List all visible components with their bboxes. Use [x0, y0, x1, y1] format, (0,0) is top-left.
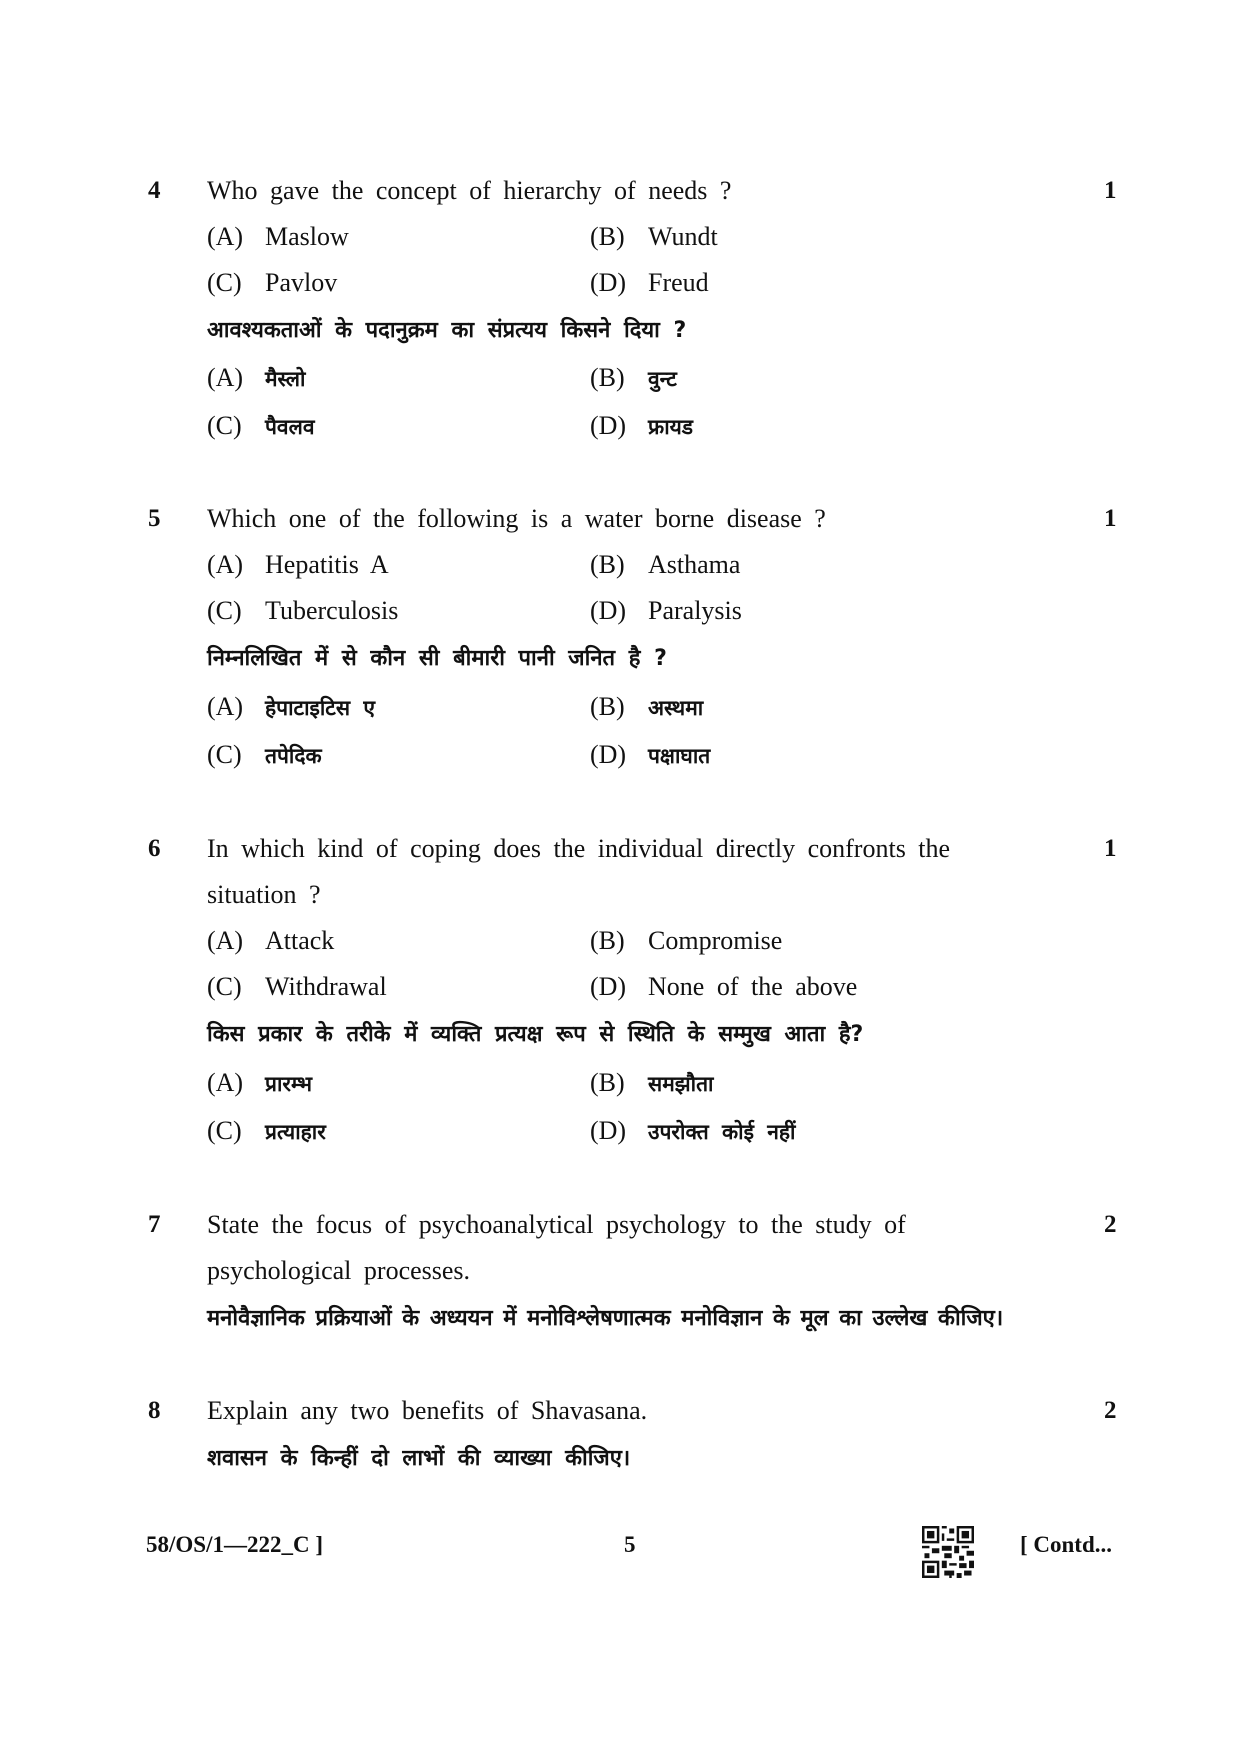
option-label: (B): [590, 550, 625, 579]
option-label: (D): [590, 972, 627, 1001]
option-text: मैस्लो: [265, 367, 306, 391]
option-label: (B): [590, 926, 625, 955]
option-d-en: [590, 972, 857, 1002]
question-marks: 2: [1104, 1211, 1117, 1238]
option-c-en: [207, 596, 398, 626]
option-text: Attack: [265, 926, 335, 955]
option-d-hi: [590, 1116, 795, 1147]
option-d-hi: [590, 411, 693, 442]
option-label: (C): [207, 972, 242, 1001]
question-text-en: Explain any two benefits of Shavasana.: [207, 1396, 648, 1425]
option-label: (D): [590, 411, 627, 440]
option-a-en: [207, 550, 389, 580]
option-text: None of the above: [648, 972, 858, 1001]
option-label: (D): [590, 268, 627, 297]
option-a-en: [207, 222, 349, 252]
option-label: (A): [207, 926, 244, 955]
question-marks: 1: [1104, 505, 1117, 532]
question-text-hi: निम्नलिखित में से कौन सी बीमारी पानी जनित है ?: [207, 646, 667, 671]
option-label: (B): [590, 222, 625, 251]
question-number: 7: [148, 1211, 161, 1238]
option-text: वुन्ट: [648, 367, 677, 391]
option-label: (B): [590, 363, 625, 392]
option-c-hi: [207, 411, 315, 442]
question-text-hi: किस प्रकार के तरीके में व्यक्ति प्रत्यक्ष रूप से स्थिति के सम्मुख आता है?: [207, 1022, 864, 1047]
question-text-hi: शवासन के किन्हीं दो लाभों की व्याख्या कीजिए।: [207, 1446, 631, 1471]
question-text-en-line-2: situation ?: [207, 880, 321, 909]
option-text: Hepatitis A: [265, 550, 389, 579]
option-text: पैवलव: [265, 415, 315, 439]
option-label: (C): [207, 1116, 242, 1145]
option-a-hi: [207, 692, 375, 723]
question-text-hi: मनोवैज्ञानिक प्रक्रियाओं के अध्ययन में मनोविश्लेषणात्मक मनोविज्ञान के मूल का उल्लेख कीजिए।: [207, 1306, 1004, 1331]
option-a-hi: [207, 363, 305, 394]
option-b-hi: [590, 692, 703, 723]
option-label: (A): [207, 550, 244, 579]
option-label: (D): [590, 740, 627, 769]
question-marks: 1: [1104, 177, 1117, 204]
question-marks: 1: [1104, 835, 1117, 862]
continued-marker: [ Contd...: [1020, 1532, 1113, 1557]
option-label: (A): [207, 222, 244, 251]
question-text-en-line-1: State the focus of psychoanalytical psychology to the study of: [207, 1210, 906, 1239]
option-text: Pavlov: [265, 268, 338, 297]
option-b-en: [590, 550, 740, 580]
option-b-hi: [590, 1068, 713, 1099]
page-number: 5: [624, 1532, 636, 1557]
option-text: Paralysis: [648, 596, 742, 625]
option-c-hi: [207, 740, 322, 771]
option-label: (C): [207, 596, 242, 625]
option-label: (B): [590, 1068, 625, 1097]
option-text: प्रारम्भ: [265, 1072, 313, 1096]
option-label: (C): [207, 740, 242, 769]
option-label: (D): [590, 596, 627, 625]
option-text: समझौता: [648, 1072, 714, 1096]
option-text: Tuberculosis: [265, 596, 399, 625]
option-d-hi: [590, 740, 710, 771]
option-label: (A): [207, 692, 244, 721]
option-a-hi: [207, 1068, 312, 1099]
option-d-en: [590, 268, 709, 298]
option-text: हेपाटाइटिस ए: [265, 696, 375, 720]
option-text: Asthama: [648, 550, 741, 579]
question-text-en-line-2: psychological processes.: [207, 1256, 471, 1285]
question-text-en-line-1: In which kind of coping does the individual directly confronts the: [207, 834, 951, 863]
option-c-en: [207, 972, 387, 1002]
option-b-hi: [590, 363, 677, 394]
option-b-en: [590, 926, 782, 956]
paper-code: 58/OS/1—222_C ]: [146, 1532, 323, 1557]
option-c-en: [207, 268, 337, 298]
option-label: (C): [207, 411, 242, 440]
option-label: (C): [207, 268, 242, 297]
option-label: (A): [207, 1068, 244, 1097]
option-text: Freud: [648, 268, 709, 297]
option-text: अस्थमा: [648, 696, 704, 720]
question-number: 8: [148, 1397, 161, 1424]
option-b-en: [590, 222, 718, 252]
question-marks: 2: [1104, 1397, 1117, 1424]
qr-code-icon: [922, 1526, 974, 1578]
option-label: (D): [590, 1116, 627, 1145]
option-text: Compromise: [648, 926, 783, 955]
question-number: 6: [148, 835, 161, 862]
option-text: Maslow: [265, 222, 349, 251]
option-text: Withdrawal: [265, 972, 387, 1001]
option-text: Wundt: [648, 222, 718, 251]
option-d-en: [590, 596, 742, 626]
question-number: 5: [148, 505, 161, 532]
option-text: प्रत्याहार: [265, 1120, 326, 1144]
question-text-hi: आवश्यकताओं के पदानुक्रम का संप्रत्यय किसने दिया ?: [207, 318, 687, 343]
option-a-en: [207, 926, 334, 956]
option-text: फ्रायड: [648, 415, 694, 439]
question-number: 4: [148, 177, 161, 204]
option-label: (A): [207, 363, 244, 392]
question-text-en: Who gave the concept of hierarchy of needs ?: [207, 176, 732, 205]
option-label: (B): [590, 692, 625, 721]
option-text: उपरोक्त कोई नहीं: [648, 1120, 796, 1144]
option-c-hi: [207, 1116, 326, 1147]
option-text: पक्षाघात: [648, 744, 711, 768]
question-text-en: Which one of the following is a water borne disease ?: [207, 504, 826, 533]
option-text: तपेदिक: [265, 744, 322, 768]
